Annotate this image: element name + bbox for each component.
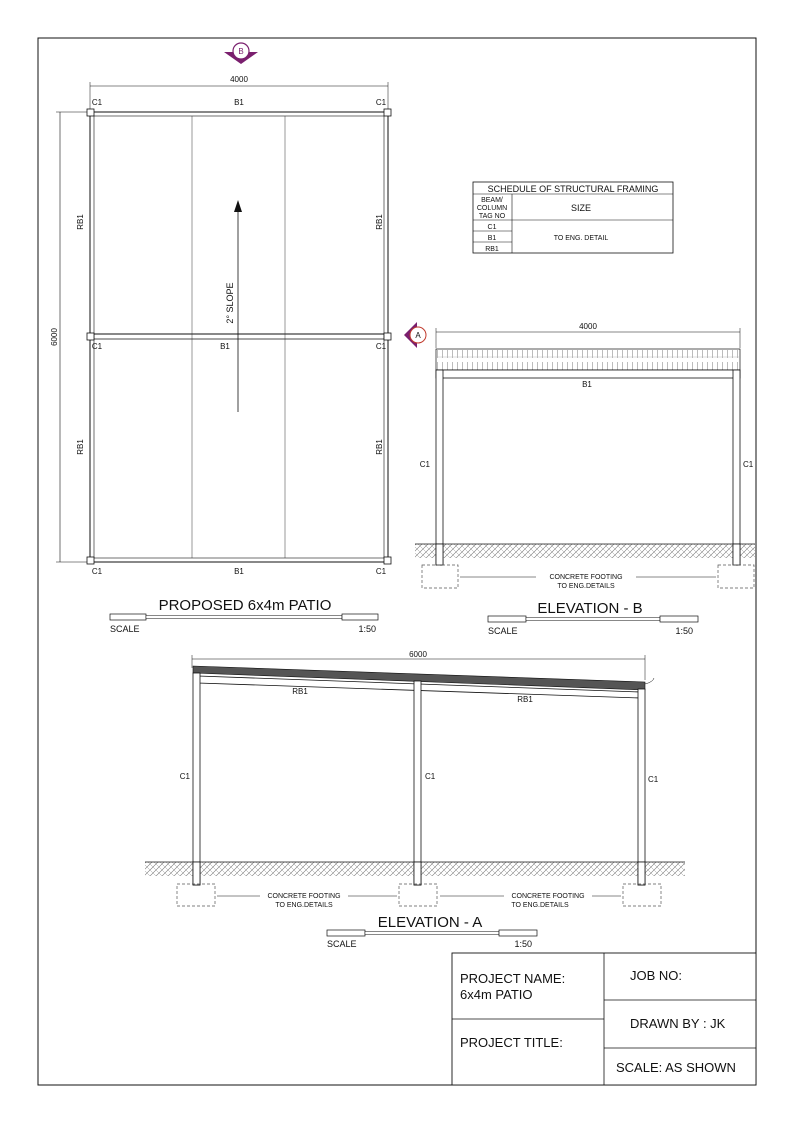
elev-b-scale-ratio: 1:50 (675, 626, 693, 636)
project-title-label: PROJECT TITLE: (460, 1035, 563, 1050)
elev-a-scale-ratio: 1:50 (514, 939, 532, 949)
elev-b-footing (422, 565, 458, 588)
schedule-title: SCHEDULE OF STRUCTURAL FRAMING (487, 184, 659, 194)
elev-a-column (193, 673, 200, 885)
plan-dim-length: 6000 (50, 328, 59, 346)
plan-beam-tag: B1 (220, 342, 230, 351)
elev-a-footing-note: TO ENG.DETAILS (511, 902, 569, 909)
plan-beam-tag: B1 (234, 567, 244, 576)
elevation-a (145, 650, 685, 949)
elev-a-rafter-tag: RB1 (517, 695, 533, 704)
schedule-header-tag: COLUMN (476, 205, 508, 212)
plan-dim-width: 4000 (230, 75, 248, 84)
schedule-header-size: SIZE (570, 203, 592, 213)
plan-beam-tag: B1 (234, 98, 244, 107)
elev-a-column-tag: C1 (425, 772, 436, 781)
elev-a-column (638, 689, 645, 885)
slope-arrow-icon (234, 200, 242, 412)
plan-column (87, 109, 94, 116)
elev-b-dim-width: 4000 (579, 322, 597, 331)
elev-a-footing (623, 884, 661, 906)
schedule-row-tag: C1 (487, 224, 497, 231)
plan-column (384, 557, 391, 564)
plan-column-tag: C1 (375, 567, 387, 576)
plan-view (50, 43, 391, 634)
section-marker-a-icon (404, 322, 426, 348)
plan-column-tag: C1 (91, 342, 103, 351)
schedule-size-note: TO ENG. DETAIL (553, 235, 609, 242)
plan-outline (90, 112, 388, 562)
elev-b-footing (718, 565, 754, 588)
schedule-row-tag: RB1 (485, 246, 499, 253)
elev-a-footing (177, 884, 215, 906)
elev-a-footing (399, 884, 437, 906)
project-name-label: PROJECT NAME: (460, 971, 566, 986)
elev-b-beam-tag: B1 (582, 380, 592, 389)
elev-a-rafter-tag: RB1 (292, 687, 308, 696)
elev-b-ground (415, 544, 755, 558)
job-no-label: JOB NO: (630, 968, 683, 983)
section-marker-b-icon (224, 43, 258, 64)
elev-a-footing-note: CONCRETE FOOTING (267, 893, 341, 900)
elev-b-footing-note: CONCRETE FOOTING (549, 574, 623, 581)
plan-rafter-tag: RB1 (375, 214, 384, 230)
plan-title: PROPOSED 6x4m PATIO (158, 597, 332, 614)
elev-b-title: ELEVATION - B (537, 600, 643, 617)
elev-b-column (733, 370, 740, 565)
plan-scale-label: SCALE (110, 624, 140, 634)
plan-column-tag: C1 (91, 567, 103, 576)
plan-column (384, 333, 391, 340)
plan-column-tag: C1 (375, 342, 387, 351)
elev-a-column (414, 681, 421, 885)
section-marker-b-label: B (238, 47, 244, 56)
title-block (452, 953, 756, 1085)
elev-b-scale-label: SCALE (488, 626, 518, 636)
plan-scale-ratio: 1:50 (358, 624, 376, 634)
elev-b-footing-note: TO ENG.DETAILS (557, 583, 615, 590)
elev-a-scale-label: SCALE (327, 939, 357, 949)
plan-column (87, 557, 94, 564)
elev-a-column-tag: C1 (648, 775, 659, 784)
section-marker-a-label: A (415, 331, 421, 340)
plan-column (384, 109, 391, 116)
slope-label: 2° SLOPE (225, 282, 235, 324)
elev-a-column-tag: C1 (179, 772, 190, 781)
plan-column-tag: C1 (375, 98, 387, 107)
plan-rafter-tag: RB1 (76, 214, 85, 230)
elev-b-roof-sheeting (436, 349, 740, 370)
plan-column (87, 333, 94, 340)
plan-rafter-tag: RB1 (76, 439, 85, 455)
plan-scale-bar (110, 614, 378, 620)
drawn-by: DRAWN BY : JK (630, 1016, 726, 1031)
plan-column-tag: C1 (91, 98, 103, 107)
project-name-value: 6x4m PATIO (460, 987, 533, 1002)
elev-a-footing-note: CONCRETE FOOTING (511, 893, 585, 900)
schedule-header-tag: BEAM/ (481, 197, 503, 204)
elev-a-dim-length: 6000 (409, 650, 427, 659)
elevation-b (404, 322, 755, 636)
scale-note: SCALE: AS SHOWN (616, 1060, 736, 1075)
elev-b-column-tag: C1 (419, 460, 430, 469)
elev-a-footing-note: TO ENG.DETAILS (275, 902, 333, 909)
elev-b-beam (436, 370, 740, 378)
schedule-row-tag: B1 (487, 235, 497, 242)
elev-b-column (436, 370, 443, 565)
schedule-header-tag: TAG NO (478, 213, 506, 220)
plan-rafter-tag: RB1 (375, 439, 384, 455)
elev-b-column-tag: C1 (743, 460, 754, 469)
elev-a-title: ELEVATION - A (377, 914, 483, 931)
schedule-table (473, 182, 673, 253)
